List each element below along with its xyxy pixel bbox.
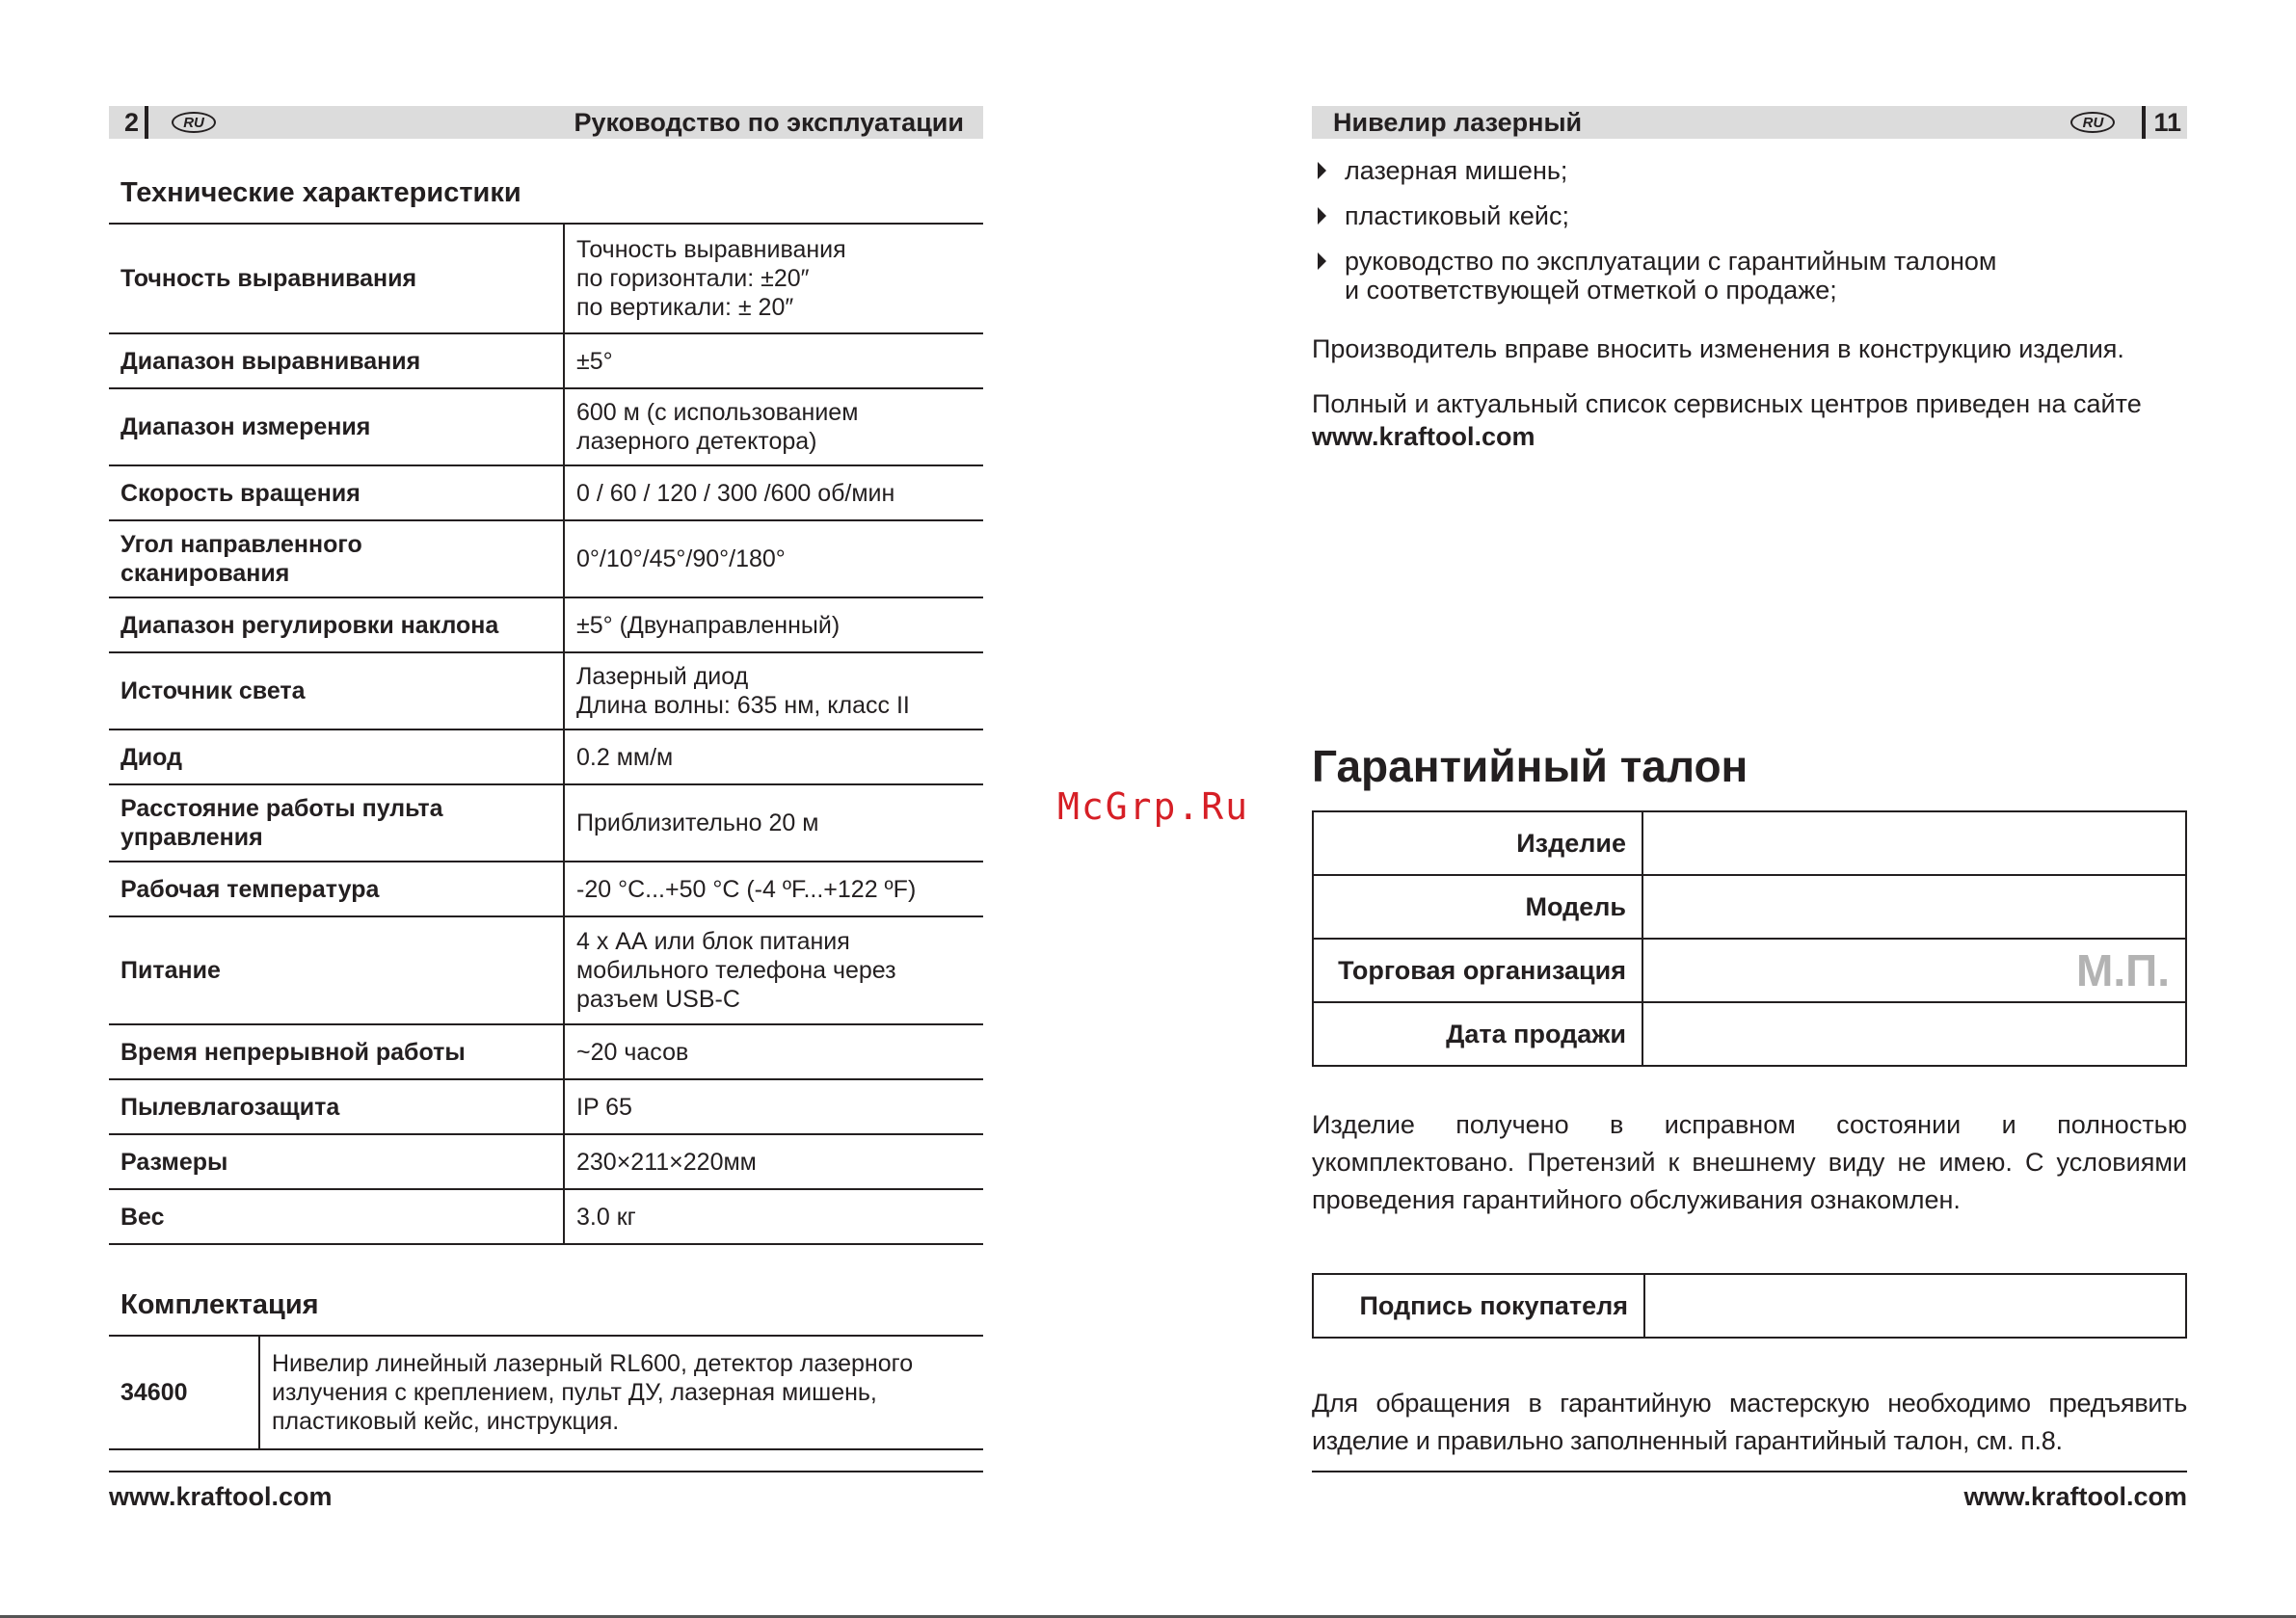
right-page bbox=[1312, 0, 2187, 1618]
spec-label: Угол направленного сканирования bbox=[109, 520, 564, 597]
spec-value: 0 / 60 / 120 / 300 /600 об/мин bbox=[564, 465, 983, 520]
spec-label: Диапазон измерения bbox=[109, 388, 564, 465]
header-title: Руководство по эксплуатации bbox=[574, 107, 964, 137]
spec-value: Точность выравнивания по горизонтали: ±20″ по вертикали: ± 20″ bbox=[564, 224, 983, 333]
spec-label: Диод bbox=[109, 729, 564, 784]
manufacturer-notice: Производитель вправе вносить изменения в конструкцию изделия. bbox=[1312, 334, 2124, 363]
warranty-row-product bbox=[1313, 811, 2186, 875]
page-number: 11 bbox=[2153, 107, 2181, 137]
header-title: Нивелир лазерный bbox=[1333, 107, 1583, 137]
spec-row bbox=[109, 520, 983, 597]
header-divider bbox=[2142, 106, 2146, 139]
spec-value: 230×211×220мм bbox=[564, 1134, 983, 1189]
spec-value: 3.0 кг bbox=[564, 1189, 983, 1244]
header-divider bbox=[145, 106, 148, 139]
warranty-label: Изделие bbox=[1313, 811, 1642, 875]
left-page-header bbox=[109, 106, 983, 139]
spec-value: ±5° bbox=[564, 333, 983, 388]
warranty-label: Дата продажи bbox=[1313, 1002, 1642, 1066]
list-item: лазерная мишень; bbox=[1312, 156, 2179, 185]
spec-row bbox=[109, 465, 983, 520]
spec-row bbox=[109, 916, 983, 1024]
spec-label: Питание bbox=[109, 916, 564, 1024]
spec-row bbox=[109, 1024, 983, 1079]
spec-label: Время непрерывной работы bbox=[109, 1024, 564, 1079]
spec-label: Расстояние работы пульта управления bbox=[109, 784, 564, 862]
service-instruction: Для обращения в гарантийную мастерскую необходимо предъявить изделие и правильно заполненный гарантийный талон, см. п.8. bbox=[1312, 1389, 2187, 1455]
page-number: 2 bbox=[124, 107, 140, 137]
spec-label: Источник света bbox=[109, 652, 564, 729]
spec-row bbox=[109, 729, 983, 784]
spec-label: Размеры bbox=[109, 1134, 564, 1189]
specs-title: Технические характеристики bbox=[120, 177, 521, 208]
spec-row bbox=[109, 597, 983, 652]
left-page bbox=[109, 0, 983, 1618]
ru-language-badge: RU bbox=[172, 112, 216, 133]
spec-value: IP 65 bbox=[564, 1079, 983, 1134]
warranty-title: Гарантийный талон bbox=[1312, 741, 1749, 791]
spec-row bbox=[109, 862, 983, 916]
model-field[interactable] bbox=[1642, 875, 2186, 939]
ru-language-badge: RU bbox=[2070, 112, 2115, 133]
spec-row bbox=[109, 1134, 983, 1189]
footer-rule bbox=[109, 1471, 983, 1472]
spec-row bbox=[109, 333, 983, 388]
arrow-bullet-icon bbox=[1318, 207, 1326, 225]
kit-table bbox=[109, 1335, 983, 1450]
service-centers-text: Полный и актуальный список сервисных центров приведен на сайте bbox=[1312, 389, 2142, 418]
kit-list bbox=[1312, 156, 2179, 321]
footer-rule bbox=[1312, 1471, 2187, 1472]
spec-value: Лазерный диод Длина волны: 635 нм, класс II bbox=[564, 652, 983, 729]
spec-value: ~20 часов bbox=[564, 1024, 983, 1079]
arrow-bullet-icon bbox=[1318, 252, 1326, 270]
footer-url: www.kraftool.com bbox=[109, 1482, 333, 1511]
spec-row bbox=[109, 1079, 983, 1134]
spec-label: Диапазон регулировки наклона bbox=[109, 597, 564, 652]
spec-value: ±5° (Двунаправленный) bbox=[564, 597, 983, 652]
signature-label: Подпись покупателя bbox=[1313, 1274, 1644, 1338]
right-page-header bbox=[1312, 106, 2187, 139]
signature-field[interactable] bbox=[1644, 1274, 2186, 1338]
arrow-bullet-icon bbox=[1318, 162, 1326, 179]
warranty-label: Модель bbox=[1313, 875, 1642, 939]
warranty-label: Торговая организация bbox=[1313, 939, 1642, 1002]
acceptance-text: Изделие получено в исправном состоянии и полностью укомплектовано. Претензий к внешнему виду не имею. С условиями проведения гарантийного обслуживания ознакомлен. bbox=[1312, 1110, 2187, 1214]
spec-value: 600 м (с использованием лазерного детектора) bbox=[564, 388, 983, 465]
warranty-row-model bbox=[1313, 875, 2186, 939]
signature-row bbox=[1313, 1274, 2186, 1338]
spec-row bbox=[109, 224, 983, 333]
warranty-row-seller bbox=[1313, 939, 2186, 1002]
kit-title: Комплектация bbox=[120, 1289, 319, 1320]
spec-label: Диапазон выравнивания bbox=[109, 333, 564, 388]
warranty-card-table bbox=[1312, 810, 2187, 1067]
spec-row bbox=[109, 1189, 983, 1244]
service-centers-paragraph bbox=[1312, 387, 2187, 453]
spec-label: Точность выравнивания bbox=[109, 224, 564, 333]
list-item: руководство по эксплуатации с гарантийным талоном и соответствующей отметкой о продаже; bbox=[1312, 247, 2179, 305]
kit-code: 34600 bbox=[109, 1336, 259, 1449]
list-item: пластиковый кейс; bbox=[1312, 201, 2179, 230]
stamp-placeholder: М.П. bbox=[2076, 945, 2170, 995]
spec-label: Рабочая температура bbox=[109, 862, 564, 916]
product-field[interactable] bbox=[1642, 811, 2186, 875]
service-url-link[interactable]: www.kraftool.com bbox=[1312, 422, 1535, 451]
spec-row bbox=[109, 652, 983, 729]
spec-value: 0°/10°/45°/90°/180° bbox=[564, 520, 983, 597]
spec-value: 4 х АА или блок питания мобильного телефона через разъем USB-C bbox=[564, 916, 983, 1024]
warranty-row-date bbox=[1313, 1002, 2186, 1066]
spec-label: Пылевлагозащита bbox=[109, 1079, 564, 1134]
specs-table bbox=[109, 223, 983, 1245]
spec-label: Вес bbox=[109, 1189, 564, 1244]
seller-field[interactable] bbox=[1642, 939, 2186, 1002]
spec-row bbox=[109, 388, 983, 465]
spec-row bbox=[109, 784, 983, 862]
spec-value: -20 °С...+50 °С (-4 ºF...+122 ºF) bbox=[564, 862, 983, 916]
footer-url: www.kraftool.com bbox=[1963, 1482, 2187, 1511]
kit-description: Нивелир линейный лазерный RL600, детектор лазерного излучения с креплением, пульт ДУ, лазерная мишень, пластиковый кейс, инструкция. bbox=[259, 1336, 983, 1449]
kit-row bbox=[109, 1336, 983, 1449]
spec-label: Скорость вращения bbox=[109, 465, 564, 520]
spec-value: Приблизительно 20 м bbox=[564, 784, 983, 862]
signature-table bbox=[1312, 1273, 2187, 1339]
spec-value: 0.2 мм/м bbox=[564, 729, 983, 784]
watermark: McGrp.Ru bbox=[1057, 785, 1250, 828]
sale-date-field[interactable] bbox=[1642, 1002, 2186, 1066]
